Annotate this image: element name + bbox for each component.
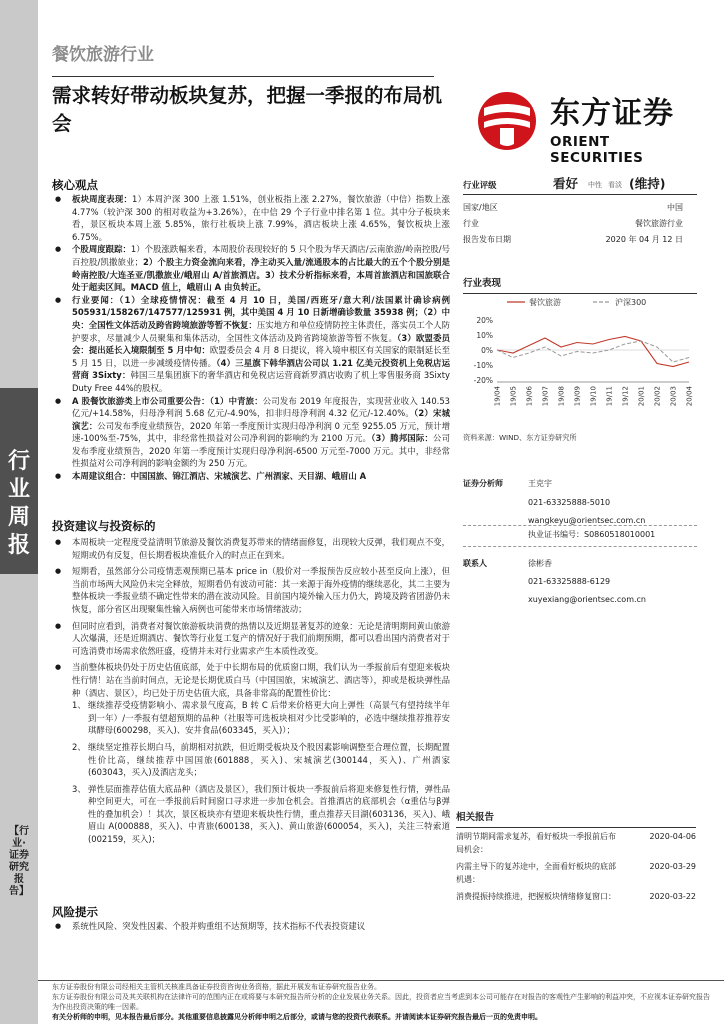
x-tick-label: 19/08: [557, 386, 566, 407]
header-rule: [52, 76, 434, 77]
chart-source: 资料来源：WIND、东方证券研究所: [463, 433, 577, 442]
company-announcements-bullet: ● A 股餐饮旅游类上市公司重要公告：（1）中青旅：公司发布 2019 年度报告，实现营业收入 140.53 亿元/+14.58%，归母净利润 5.68 亿元/-4.90%，扣非归母净利润 4.32 亿元/-12.40%。（2）宋城演艺：公司发布季度业绩预告，2020 年第一季度预计实现归母净利润 0 元至 9255.05 万元，预计增速-100%至-75%，其中，非经常性损益对公司净利润的影响约为 2100 万元。（3）腾邦国际：公司发布季度业绩预告，2020 年第一季度预计实现归母净利润-6500 万元至-7000 万元。其中，非经常性损益对公司净利润的影响金额约为 250 万元。: [52, 395, 450, 471]
invest-para-2: ● 短期看，虽然部分公司疫情悲观预期已基本 price in（股价对一季报预告反应较小甚至反向上涨），但当前市场两大风险仍未完全释放，短期看仍有波动可能：其一来源于海外疫情的继续恶化，其二主要为整体板块一季报业绩不确定性带来的潜在波动风险。目前国内境外输入压力仍大，跨境及跨省团游仍未恢复，部分省区出现聚集性输入病例也可能带来市场情绪波动；: [52, 565, 450, 615]
rating-value: 看好: [553, 176, 579, 191]
analyst-name: 王克宇: [528, 479, 552, 488]
core-view-heading: 核心观点: [52, 178, 98, 192]
footer-line-1: 东方证券股份有限公司经相关主管机关核准具备证券投资咨询业务资格，据此开展发布证券研究报告业务。: [52, 983, 381, 991]
y-tick-label: -10%: [473, 361, 493, 370]
invest-para-4: ● 当前整体板块仍处于历史估值底部，处于中长期布局的优质窗口期，我们认为一季报前后有望迎来板块性行情！站在当前时间点，无论是长期优质白马（中国国旅，宋城演艺、酒店等），抑或是板块弹性品种（酒店、景区），均已处于历史估值大底，具备非常高的配置性价比：: [52, 661, 450, 699]
invest-para-1: ● 本周板块一定程度受益清明节旅游及餐饮消费复苏带来的情绪面修复，出现较大反弹，我们观点不变，短期或仍有反复，但长期看板块准低介入的时点正在到来。: [52, 536, 450, 561]
invest-sub-item-2: 2、 继续坚定推荐长期白马，前期相对抗跌，但近期受板块及个股因素影响调整至合理位置，长期配置性价比高，继续推荐中国国旅(601888，买入)、宋城演艺(300144，买入)、广州酒家(603043，买入)及酒店龙头；: [72, 741, 450, 778]
contact-block: [463, 558, 697, 608]
logo-mark-icon: [474, 90, 540, 152]
x-tick-label: 20/02: [653, 386, 662, 407]
industry-rating-row: [463, 175, 697, 195]
recommended-portfolio-bullet: ● 本周建议组合：中国国旅、锦江酒店、宋城演艺、广州酒家、天目湖、峨眉山 A: [52, 470, 450, 483]
x-tick-label: 19/04: [493, 386, 502, 407]
analyst-phone: 021-63325888-5010: [528, 498, 611, 507]
meta-row-region: 国家/地区 中国: [463, 203, 683, 212]
invest-sub-list: [52, 699, 450, 846]
footer-rule: [38, 980, 724, 981]
core-view-bullets: [52, 193, 450, 483]
x-tick-label: 20/03: [669, 386, 678, 407]
risk-heading: 风险提示: [52, 905, 98, 919]
weekly-performance-bullet: ● 板块周度表现：1）本周沪深 300 上涨 1.51%，创业板指上涨 2.27%，餐饮旅游（中信）指数上涨 4.77%（较沪深 300 的相对收益为+3.26%），在中信 29 个子行业中排名第 1 位。其中分子板块来看，景区板块本周上涨 5.85%，旅行社板块上涨 7.99%，酒店板块上涨 4.65%，餐饮板块上涨 6.75%。: [52, 193, 450, 243]
x-tick-label: 19/07: [541, 386, 550, 407]
orient-securities-logo: [470, 90, 692, 166]
rating-maintain: (维持): [629, 176, 666, 191]
legend-label-1: 沪深300: [615, 298, 647, 307]
x-tick-label: 19/05: [509, 386, 518, 407]
x-tick-label: 19/10: [589, 386, 598, 407]
industry-news-bullet: ● 行业要闻：（1）全球疫情情况：截至 4 月 10 日，美国/西班牙/意大利/法国累计确诊病例 505931/158267/147577/125931 例，其中美国 4 月 10 日新增确诊数量 35938 例；（2）中央：全国性文体活动及跨省跨境旅游等暂不恢复：压实地方和单位疫情防控主体责任，落实员工个人防护要求，尽量减少人员聚集和集体活动，全国性文体活动及跨省跨境旅游等暂不恢复。（3）欧盟委员会：提出延长入境限制至 5 月中旬：欧盟委员会 4 月 8 日提议，将入境申根区有关国家的限制延长至 5 月 15 日，以进一步减缓疫情传播。（4）三星旗下韩华酒店公司以 1.21 亿美元投资机上免税店运营商 3Sixty：韩国三星集团旗下的奢华酒店和免税店运营商新罗酒店收购了机上零售服务商 3Sixty Duty Free 44%的股权。: [52, 294, 450, 395]
logo-chinese-name: 东方证券: [550, 96, 674, 131]
y-tick-label: 20%: [476, 316, 493, 325]
x-tick-label: 20/01: [637, 386, 646, 407]
analyst-rule: [463, 525, 697, 526]
meta-row-industry: 行业 餐饮旅游行业: [463, 219, 683, 228]
performance-chart: [463, 294, 697, 418]
footer-line-2: 东方证券股份有限公司及其关联机构在法律许可的范围内正在或将要与本研究报告所分析的企业发展业务关系。因此，投资者应当考虑到本公司可能存在对报告的客观性产生影响的利益冲突，不应视本证券研究报告为作出投资决策的唯一因素。: [52, 993, 710, 1011]
disclaimer-footer: [52, 982, 712, 1022]
analyst-email: wangkeyu@orientsec.com.cn: [528, 516, 646, 525]
x-tick-label: 19/12: [621, 386, 630, 407]
analyst-cert: 执业证书编号：S0860518010001: [528, 530, 656, 539]
stock-tracking-bullet: ● 个股周度跟踪：1）个股涨跌幅来看，本周股价表现较好的 5 只个股为华天酒店/云南旅游/岭南控股/号百控股/凯撒旅业；2）个股主力资金流向来看，净主动买入量/流通股本的占比最大的五个个股分别是岭南控股/大连圣亚/凯撒旅业/峨眉山 A/首旅酒店。3）技术分析指标来看，本周首旅酒店和国旅联合处于超卖区间。MACD 值上，峨眉山 A 由负转正。: [52, 243, 450, 293]
x-tick-label: 19/11: [605, 386, 614, 407]
y-tick-label: 10%: [476, 331, 493, 340]
analyst-cert-rule: [463, 546, 697, 547]
analyst-cert-block: [463, 529, 697, 543]
related-reports-title: 相关报告: [456, 812, 696, 828]
meta-row-date: 报告发布日期 2020 年 04 月 12 日: [463, 235, 683, 244]
contact-phone: 021-63325888-6129: [528, 577, 611, 586]
invest-advice-heading: 投资建议与投资标的: [52, 519, 156, 533]
y-tick-label: 0%: [481, 346, 493, 355]
invest-sub-item-3: 3、 弹性层面推荐估值大底品种（酒店及景区），我们预计板块一季报前后将迎来修复性行情，弹性品种空间更大，可在一季报前后时间窗口寻求进一步加仓机会。首推酒店的底部机会（α重估与β弹性的叠加机会）！其次，景区板块亦有望迎来板块性行情，重点推荐天目湖(603136，买入)、峨眉山 A(000888，买入)、中青旅(600138，买入)、黄山旅游(600054，买入)，关注三特索道(002159，买入)；: [72, 783, 450, 845]
industry-name: 餐饮旅游行业: [52, 45, 154, 65]
analyst-role: 证券分析师: [463, 479, 503, 488]
contact-email: xuyexiang@orientsec.com.cn: [528, 595, 646, 604]
footer-line-3: 有关分析师的申明，见本报告最后部分。其他重要信息披露见分析师申明之后部分，或请与您的投资代表联系。并请阅读本证券研究报告最后一页的免责申明。: [52, 1013, 542, 1021]
vertical-report-type: 行业周报: [7, 449, 30, 558]
logo-english-name: ORIENT SECURITIES: [550, 134, 644, 166]
x-tick-label: 19/06: [525, 386, 534, 407]
x-tick-label: 20/04: [685, 386, 694, 407]
y-tick-label: -20%: [473, 376, 493, 385]
vertical-report-tag: 【行业·证券研究报告】: [9, 826, 29, 897]
contact-role: 联系人: [463, 559, 487, 568]
rating-option-bearish: 看淡: [608, 181, 622, 189]
rating-option-neutral: 中性: [588, 181, 602, 189]
industry-performance-title: 行业表现: [463, 278, 697, 294]
legend-label-0: 餐饮旅游: [529, 298, 561, 307]
risk-text: ● 系统性风险、突发性因素、个股并购重组不达预期等，技术指标不代表投资建议: [52, 920, 450, 933]
x-tick-label: 19/09: [573, 386, 582, 407]
performance-chart-svg: [463, 294, 697, 418]
invest-sub-item-1: 1、 继续推荐受疫情影响小、需求景气度高，B 转 C 后带来价格更大向上弹性（高景气有望持续半年到一年）/一季报有望超预期的品种（社服等可选板块相对少比受影响的，必选中继续推荐推荐安琪酵母(600298，买入)、安井食品(603345，买入)）；: [72, 700, 450, 736]
invest-advice-bullets: [52, 536, 450, 846]
report-title: 需求转好带动板块复苏，把握一季报的布局机会: [52, 84, 443, 135]
contact-name: 徐彬香: [528, 559, 552, 568]
invest-para-3: ● 但同时应看到，消费者对餐饮旅游板块消费的热情以及近期显著复苏的迹象：无论是清明期间黄山旅游人次爆满，还是近期酒店、餐饮等行业复工复产的情况好于我们前期预期，都可以看出国内消费者对于可选消费市场需求依然旺盛，疫情并未对行业需求产生本质性改变。: [52, 620, 450, 658]
rating-label: 行业评级: [463, 180, 497, 190]
series-line-0: [497, 337, 689, 367]
